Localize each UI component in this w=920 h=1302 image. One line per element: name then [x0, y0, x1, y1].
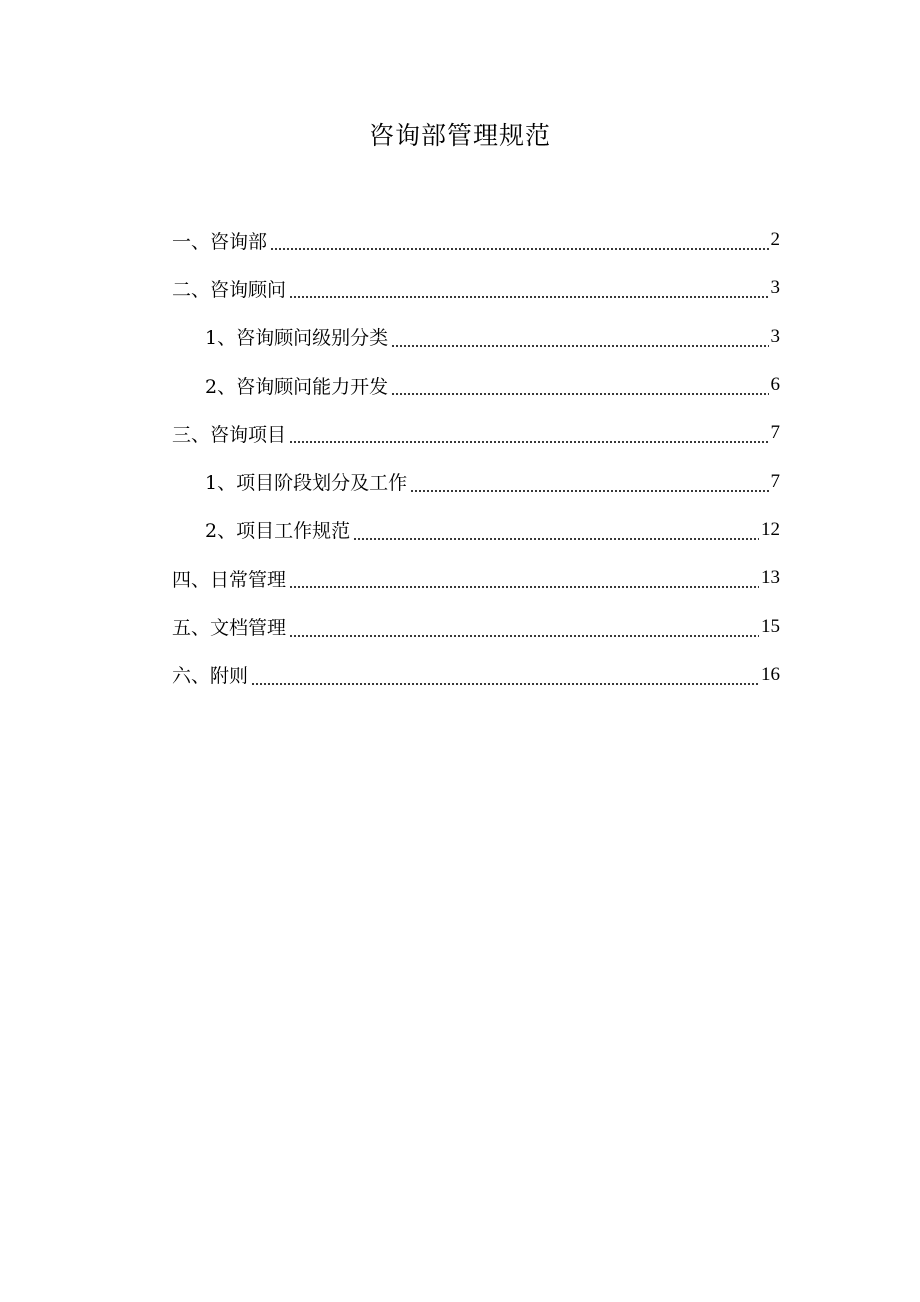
table-of-contents: [172, 216, 780, 699]
toc-entry-label: 1、项目阶段划分及工作: [205, 472, 408, 495]
toc-page-number: 15: [761, 615, 780, 637]
toc-entry-label: 五、文档管理: [172, 617, 287, 640]
toc-entry-label: 2、咨询顾问能力开发: [205, 375, 389, 398]
toc-entry-label: 二、咨询顾问: [172, 278, 287, 301]
toc-dot-leader: [391, 378, 768, 396]
toc-dot-leader: [410, 475, 768, 493]
toc-page-number: 6: [770, 374, 780, 396]
document-title: 咨询部管理规范: [368, 121, 551, 150]
toc-entry[interactable]: [172, 651, 780, 699]
toc-entry[interactable]: [172, 506, 780, 554]
toc-page-number: 3: [770, 277, 780, 299]
toc-dot-leader: [289, 571, 759, 589]
toc-dot-leader: [391, 330, 768, 348]
toc-entry-label: 2、项目工作规范: [205, 520, 351, 543]
toc-page-number: 7: [770, 422, 780, 444]
toc-entry[interactable]: [172, 313, 780, 361]
toc-dot-leader: [270, 233, 768, 251]
toc-entry[interactable]: [172, 216, 780, 264]
toc-entry[interactable]: [172, 264, 780, 312]
toc-page-number: 13: [761, 567, 780, 589]
toc-entry-label: 1、咨询顾问级别分类: [205, 327, 389, 350]
toc-page-number: 16: [761, 663, 780, 685]
toc-page-number: 7: [770, 470, 780, 492]
toc-entry[interactable]: [172, 554, 780, 602]
toc-dot-leader: [353, 523, 759, 541]
toc-page-number: 2: [770, 229, 780, 251]
toc-page-number: 3: [770, 325, 780, 347]
toc-entry[interactable]: [172, 602, 780, 650]
toc-entry-label: 四、日常管理: [172, 568, 287, 591]
toc-entry-label: 一、咨询部: [172, 230, 268, 253]
toc-dot-leader: [289, 620, 759, 638]
toc-dot-leader: [251, 668, 759, 686]
toc-page-number: 12: [761, 518, 780, 540]
toc-entry-label: 三、咨询项目: [172, 423, 287, 446]
toc-entry[interactable]: [172, 361, 780, 409]
toc-dot-leader: [289, 426, 768, 444]
toc-dot-leader: [289, 281, 768, 299]
toc-entry[interactable]: [172, 457, 780, 505]
toc-entry[interactable]: [172, 409, 780, 457]
toc-entry-label: 六、附则: [172, 665, 249, 688]
